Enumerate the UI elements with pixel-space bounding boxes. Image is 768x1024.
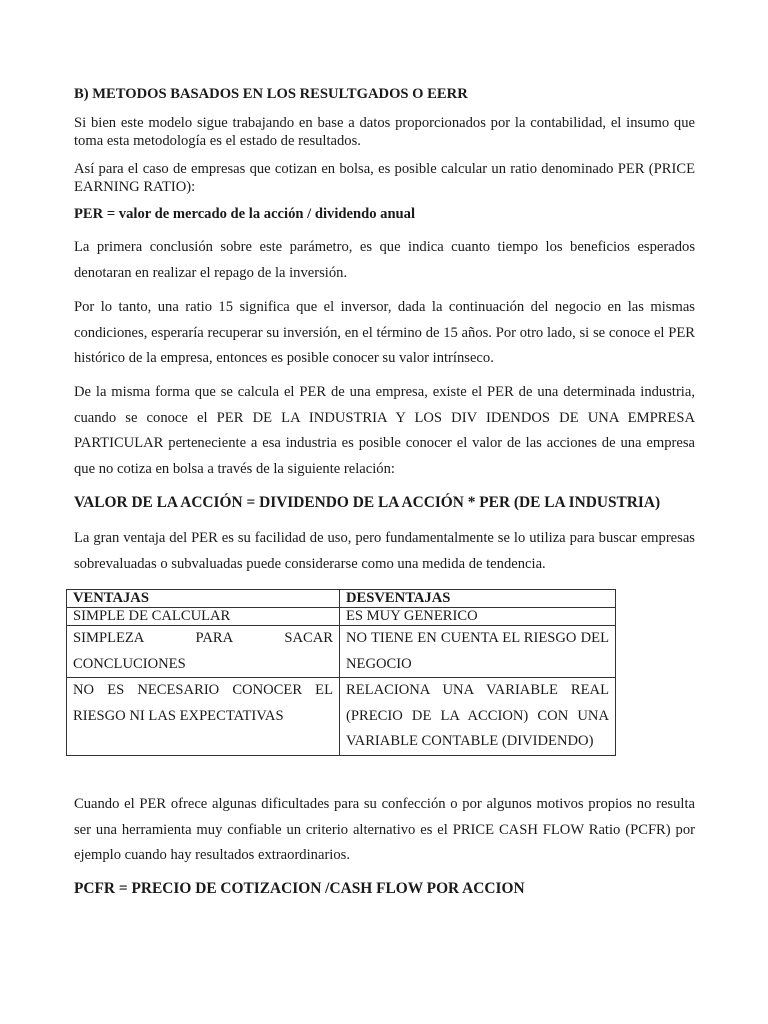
pros-cons-table xyxy=(66,589,616,756)
paragraph-pcfr-intro: Cuando el PER ofrece algunas dificultades para su confección o por algunos motivos propios no resulta ser una herramienta muy confiable un criterio alternativo es el PRICE CASH FLOW Ratio (PCFR) por ejemplo cuando hay resultados extraordinarios. xyxy=(74,796,695,863)
table-header-desventajas: DESVENTAJAS xyxy=(340,590,616,608)
table-row xyxy=(67,626,616,678)
section-heading: B) METODOS BASADOS EN LOS RESULTGADOS O EERR xyxy=(74,86,468,102)
table-cell: ES MUY GENERICO xyxy=(340,608,616,626)
table-cell: SIMPLE DE CALCULAR xyxy=(67,608,340,626)
table-header-ventajas: VENTAJAS xyxy=(67,590,340,608)
formula-valor-accion: VALOR DE LA ACCIÓN = DIVIDENDO DE LA ACCIÓN * PER (DE LA INDUSTRIA) xyxy=(74,494,661,511)
paragraph-conclusion: La primera conclusión sobre este parámetro, es que indica cuanto tiempo los beneficios esperados denotaran en realizar el repago de la inversión. xyxy=(74,239,695,281)
table-cell: NO TIENE EN CUENTA EL RIESGO DEL NEGOCIO xyxy=(340,626,616,678)
formula-per: PER = valor de mercado de la acción / dividendo anual xyxy=(74,206,416,222)
table-row xyxy=(67,678,616,756)
paragraph-industry-per: De la misma forma que se calcula el PER de una empresa, existe el PER de una determinada industria, cuando se conoce el PER DE LA INDUSTRIA Y LOS DIV IDENDOS DE UNA EMPRESA PARTICULAR perteneciente a esa industria es posible conocer el valor de las acciones de una empresa que no cotiza en bolsa a través de la siguiente relación: xyxy=(74,384,695,477)
paragraph-ratio-example: Por lo tanto, una ratio 15 significa que el inversor, dada la continuación del negocio en las mismas condiciones, esperaría recuperar su inversión, en el término de 15 años. Por otro lado, si se conoce el PER histórico de la empresa, entonces es posible conocer su valor intrínseco. xyxy=(74,299,695,366)
formula-pcfr: PCFR = PRECIO DE COTIZACION /CASH FLOW POR ACCION xyxy=(74,880,525,897)
table-row xyxy=(67,608,616,626)
table-header-row xyxy=(67,590,616,608)
paragraph-per-intro: Así para el caso de empresas que cotizan en bolsa, es posible calcular un ratio denominado PER (PRICE EARNING RATIO): xyxy=(74,161,695,195)
table-cell: NO ES NECESARIO CONOCER EL RIESGO NI LAS EXPECTATIVAS xyxy=(67,678,340,756)
paragraph-intro: Si bien este modelo sigue trabajando en base a datos proporcionados por la contabilidad, el insumo que toma esta metodología es el estado de resultados. xyxy=(74,115,695,149)
paragraph-advantage: La gran ventaja del PER es su facilidad de uso, pero fundamentalmente se lo utiliza para buscar empresas sobrevaluadas o subvaluadas puede considerarse como una medida de tendencia. xyxy=(74,530,695,572)
table-cell: RELACIONA UNA VARIABLE REAL (PRECIO DE LA ACCION) CON UNA VARIABLE CONTABLE (DIVIDENDO) xyxy=(340,678,616,756)
table-cell: SIMPLEZA PARA SACAR CONCLUCIONES xyxy=(67,626,340,678)
